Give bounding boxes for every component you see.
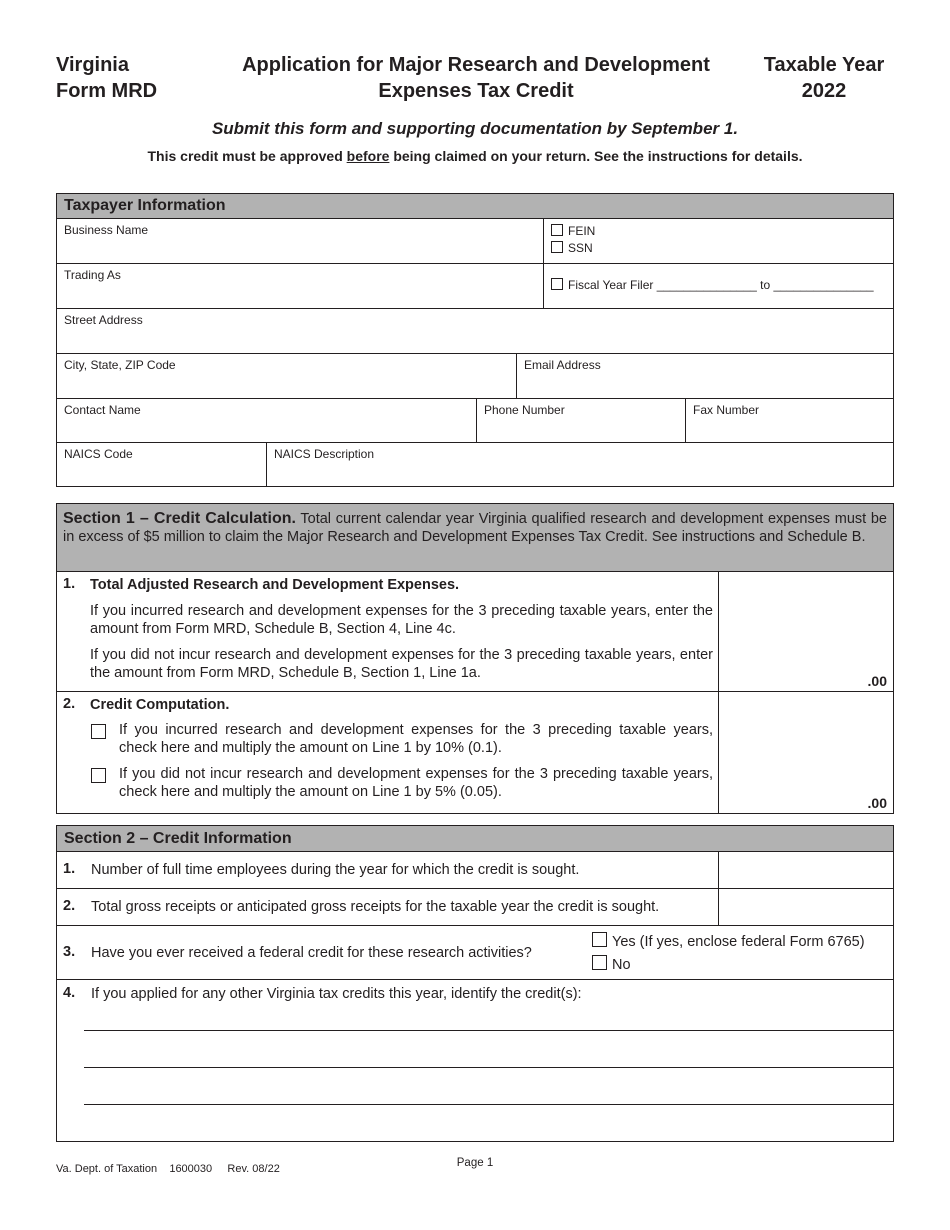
street-address-label: Street Address [64, 313, 143, 327]
trading-row [57, 263, 893, 308]
approval-notice [56, 148, 894, 164]
business-name-label: Business Name [64, 223, 149, 237]
line-2-option-a: If you incurred research and development expenses for the 3 preceding taxable years, check here and multiply the amount on Line 1 by 10% (0.1). [119, 722, 713, 756]
notice-pre: This credit must be approved [147, 148, 347, 164]
line-2-amount-field[interactable] [718, 692, 893, 813]
q1-text: Number of full time employees during the year for which the credit is sought. [91, 862, 580, 878]
line-2-option-a-checkbox[interactable] [91, 724, 106, 739]
q3-row [57, 926, 893, 980]
fein-label: FEIN [568, 224, 596, 238]
city-state-zip-field[interactable] [57, 354, 516, 398]
line-1-amount: .00 [867, 673, 887, 689]
q4-row [57, 980, 893, 1140]
q3-number: 3. [63, 944, 76, 960]
trading-as-field[interactable] [57, 264, 543, 308]
line-1-row [57, 572, 893, 692]
footer-department-info: Va. Dept. of Taxation 1600030 Rev. 08/22 [56, 1163, 280, 1175]
line-2-row [57, 692, 893, 813]
q3-no-checkbox[interactable] [592, 955, 607, 970]
email-label: Email Address [524, 358, 601, 372]
taxable-year-value: 2022 [801, 80, 847, 102]
q4-answer-line-2[interactable] [84, 1067, 893, 1068]
email-field[interactable] [516, 354, 893, 398]
city-state-zip-label: City, State, ZIP Code [64, 358, 176, 372]
street-address-field[interactable] [57, 309, 893, 353]
contact-name-label: Contact Name [64, 403, 141, 417]
q1-answer-field[interactable] [718, 852, 893, 888]
submit-note: Submit this form and supporting documentation by September 1. [211, 119, 739, 138]
business-row [57, 219, 893, 263]
line-2-text [90, 696, 713, 714]
q2-answer-field[interactable] [718, 889, 893, 925]
ssn-option[interactable] [551, 240, 886, 257]
ssn-label: SSN [568, 241, 593, 255]
line-1-amount-field[interactable] [718, 572, 893, 691]
taxable-year-block [754, 52, 894, 104]
taxpayer-information-section [56, 193, 894, 487]
q3-yes-label: Yes (If yes, enclose federal Form 6765) [612, 934, 865, 950]
line-1-instruction-a: If you incurred research and development expenses for the 3 preceding taxable years, enter the amount from Form MRD, Schedule B, Section 4, Line 4c. [90, 603, 713, 637]
form-header [56, 52, 894, 104]
line-2-title: Credit Computation. [90, 697, 230, 713]
trading-as-label: Trading As [64, 268, 121, 282]
fein-checkbox[interactable] [551, 224, 563, 236]
form-title [186, 52, 766, 104]
q4-answer-line-3[interactable] [84, 1104, 893, 1105]
line-1-text [90, 576, 713, 682]
phone-label: Phone Number [484, 403, 565, 417]
title-line-2: Expenses Tax Credit [378, 80, 574, 102]
form-identifier [56, 52, 157, 104]
state-name: Virginia [56, 54, 129, 76]
q4-answer-line-1[interactable] [84, 1030, 893, 1031]
line-2-number: 2. [63, 696, 76, 712]
fax-label: Fax Number [693, 403, 760, 417]
section-1-description: Total current calendar year Virginia qualified research and development expenses must be in excess of $5 million to claim the Major Research and Development Expenses Tax Credit. See instructions and Schedule B. [63, 511, 887, 545]
line-1-instruction-b: If you did not incur research and development expenses for the 3 preceding taxable years, enter the amount from Form MRD, Schedule B, Section 1, Line 1a. [90, 647, 713, 681]
q2-row [57, 889, 893, 926]
city-row [57, 353, 893, 398]
line-2-amount: .00 [867, 795, 887, 811]
naics-code-label: NAICS Code [64, 447, 133, 461]
q3-yes-checkbox[interactable] [592, 932, 607, 947]
line-1-number: 1. [63, 576, 76, 592]
line-2-option-b: If you did not incur research and development expenses for the 3 preceding taxable years, check here and multiply the amount on Line 1 by 5% (0.05). [119, 766, 713, 800]
notice-underlined: before [346, 148, 390, 164]
line-2-option-b-checkbox[interactable] [91, 768, 106, 783]
taxable-year-label: Taxable Year [763, 54, 885, 76]
fein-option[interactable] [551, 223, 886, 240]
q3-text: Have you ever received a federal credit for these research activities? [91, 945, 532, 961]
contact-name-field[interactable] [57, 399, 476, 442]
section-2-credit-information [56, 825, 894, 1142]
title-line-1: Application for Major Research and Development [242, 54, 710, 76]
section-1-heading [57, 504, 893, 572]
q3-yes-option[interactable] [592, 932, 865, 951]
section-1-title: Section 1 – Credit Calculation. [63, 510, 296, 527]
fiscal-year-checkbox[interactable] [551, 278, 563, 290]
phone-field[interactable] [476, 399, 685, 442]
q4-text: If you applied for any other Virginia tax credits this year, identify the credit(s): [91, 986, 582, 1002]
line-1-title: Total Adjusted Research and Development Expenses. [90, 577, 460, 593]
section-1-credit-calculation [56, 503, 894, 814]
q2-number: 2. [63, 898, 76, 914]
taxpayer-heading: Taxpayer Information [57, 194, 893, 219]
business-name-field[interactable] [57, 219, 543, 263]
fiscal-year-label: Fiscal Year Filer _______________ to _______________ [568, 278, 874, 292]
street-row [57, 308, 893, 353]
q4-number: 4. [63, 985, 76, 1001]
ssn-checkbox[interactable] [551, 241, 563, 253]
section-2-heading: Section 2 – Credit Information [57, 826, 893, 852]
q3-no-option[interactable] [592, 955, 631, 974]
contact-row [57, 398, 893, 442]
id-type-field [543, 219, 893, 263]
notice-post: being claimed on your return. See the instructions for details. [389, 148, 803, 164]
q3-no-label: No [612, 957, 631, 973]
fax-field[interactable] [685, 399, 893, 442]
q2-text: Total gross receipts or anticipated gross receipts for the taxable year the credit is sought. [91, 899, 660, 915]
form-id: Form MRD [56, 80, 158, 102]
q1-row [57, 852, 893, 889]
fiscal-year-field[interactable] [543, 264, 893, 308]
naics-row [57, 442, 893, 486]
naics-description-field[interactable] [266, 443, 893, 486]
naics-description-label: NAICS Description [274, 447, 375, 461]
q1-number: 1. [63, 861, 76, 877]
page-number: Page 1 [456, 1157, 494, 1169]
naics-code-field[interactable] [57, 443, 266, 486]
